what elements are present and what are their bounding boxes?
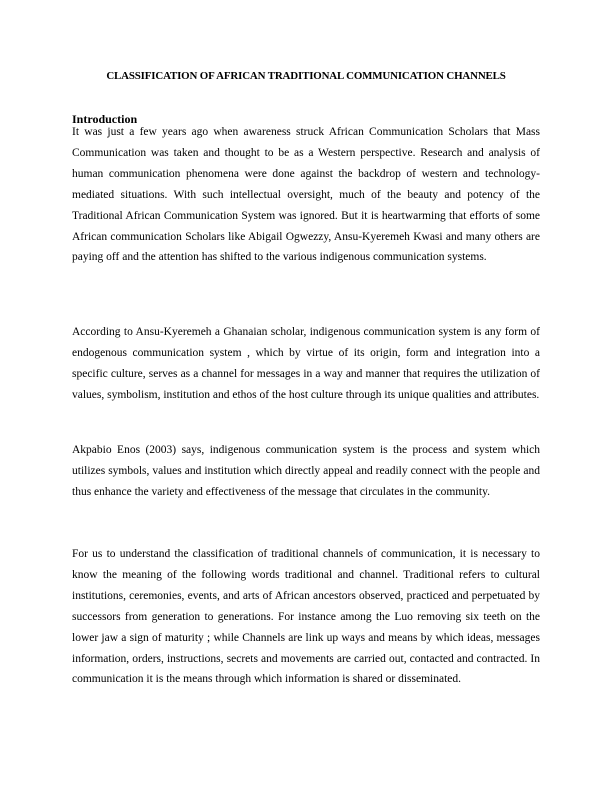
- paragraph-4: For us to understand the classification of traditional channels of communication, it is necessary to know the meaning of the following words traditional and channel. Traditional refers to cultural institutions, ceremonies, events, and arts of African ancestors observed, practiced and perpetuated by successors from generation to generations. For instance among the Luo removing six teeth on the lower jaw a sign of maturity ; while Channels are link up ways and means by which ideas, messages information, orders, instructions, secrets and movements are carried out, contacted and contracted. In communication it is the means through which information is shared or disseminated.: [72, 548, 540, 686]
- paragraph-2: According to Ansu-Kyeremeh a Ghanaian scholar, indigenous communication system is any form of endogenous communication system , which by virtue of its origin, form and integration into a specific culture, serves as a channel for messages in a way and manner that requires the utilization of values, symbolism, institution and ethos of the host culture through its unique qualities and attributes.: [72, 326, 540, 401]
- paragraph-1: It was just a few years ago when awareness struck African Communication Scholars that Mass Communication was taken and thought to be as a Western perspective. Research and analysis of human communication phenomena were done against the backdrop of western and technology-mediated situations. With such intellectual oversight, much of the beauty and potency of the Traditional African Communication System was ignored. But it is heartwarming that efforts of some African communication Scholars like Abigail Ogwezzy, Ansu-Kyeremeh Kwasi and many others are paying off and the attention has shifted to the various indigenous communication systems.: [72, 126, 540, 264]
- paragraph-3: Akpabio Enos (2003) says, indigenous communication system is the process and system which utilizes symbols, values and institution which directly appeal and readily connect with the people and thus enhance the variety and effectiveness of the message that circulates in the community.: [72, 444, 540, 498]
- section-heading-introduction: Introduction: [72, 112, 138, 126]
- document-title: CLASSIFICATION OF AFRICAN TRADITIONAL COMMUNICATION CHANNELS: [106, 70, 506, 82]
